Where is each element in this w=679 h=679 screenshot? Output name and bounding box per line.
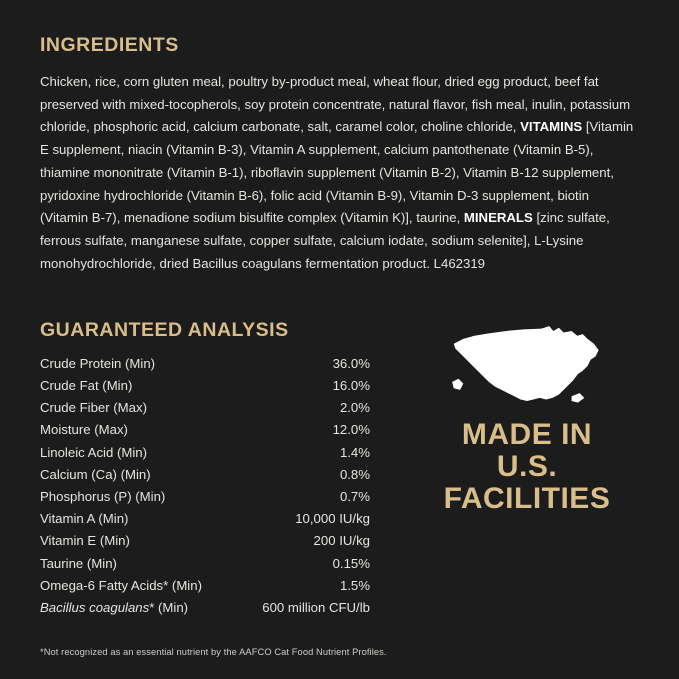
table-row (40, 574, 370, 596)
table-row (40, 486, 370, 508)
table-row (40, 597, 370, 619)
nutrient-value: 16.0% (332, 377, 370, 393)
nutrient-name: Phosphorus (P) (Min) (40, 488, 166, 504)
nutrient-value: 200 IU/kg (313, 533, 370, 549)
table-row (40, 552, 370, 574)
guaranteed-analysis-heading: GUARANTEED ANALYSIS (40, 319, 289, 342)
nutrient-name: Vitamin E (Min) (40, 533, 130, 549)
guaranteed-analysis-footnote: *Not recognized as an essential nutrient by the AAFCO Cat Food Nutrient Profiles. (40, 646, 387, 657)
nutrient-name: Taurine (Min) (40, 555, 117, 571)
ingredients-heading: INGREDIENTS (40, 34, 179, 56)
usa-map-icon (447, 323, 607, 409)
guaranteed-analysis-rows (40, 352, 370, 618)
badge-line-2: U.S. (496, 450, 558, 484)
table-row (40, 441, 370, 463)
badge-line-1: MADE IN (461, 418, 593, 452)
nutrient-value: 0.15% (332, 555, 370, 571)
ingredients-run: Chicken, rice, corn gluten meal, poultry by-product meal, wheat flour, dried egg product, beef fat preserved with mixed-tocopherols, soy protein concentrate, natural flavor, fish meal, inulin, potassium chloride, phosphoric acid, calcium carbonate, salt, caramel color, choline chloride, (40, 74, 631, 135)
nutrient-name-rest: * (Min) (149, 599, 189, 615)
nutrient-name-italic: Bacillus coagulans (40, 599, 150, 615)
nutrient-name: Crude Protein (Min) (40, 355, 156, 371)
nutrient-value: 0.8% (339, 466, 370, 482)
made-in-usa-badge (415, 319, 639, 514)
nutrient-value: 600 million CFU/lb (262, 599, 370, 615)
nutrient-value: 1.5% (339, 577, 370, 593)
nutrient-name: Omega-6 Fatty Acids* (Min) (40, 577, 202, 593)
table-row (40, 352, 370, 374)
nutrient-value: 12.0% (332, 422, 370, 438)
nutrient-value: 2.0% (339, 400, 370, 416)
made-in-usa-text (444, 419, 611, 514)
nutrient-value: 10,000 IU/kg (295, 511, 370, 527)
nutrient-name: Moisture (Max) (40, 422, 128, 438)
nutrient-name: Crude Fiber (Max) (40, 400, 147, 416)
guaranteed-analysis-section (40, 319, 639, 656)
ingredients-emphasis: MINERALS (463, 210, 533, 226)
table-row (40, 463, 370, 485)
table-row (40, 375, 370, 397)
table-row (40, 530, 370, 552)
guaranteed-analysis-left (40, 319, 415, 656)
nutrient-name: Linoleic Acid (Min) (40, 444, 148, 460)
table-row (40, 419, 370, 441)
ingredients-emphasis: VITAMINS (520, 119, 583, 135)
ingredients-run: [Vitamin E supplement, niacin (Vitamin B-3), Vitamin A supplement, calcium pantothenate (Vitamin B-5), thiamine mononitrate (Vitamin B-1), riboflavin supplement (Vitamin B-2), Vitamin B-12 supplement, pyridoxine hydrochloride (Vitamin B-6), folic acid (Vitamin B-9), Vitamin D-3 supplement, biotin (Vitamin B-7), menadione sodium bisulfite complex (Vitamin K)], taurine, (40, 119, 634, 226)
nutrient-value: 36.0% (332, 355, 370, 371)
ingredients-text (40, 71, 639, 275)
nutrient-name: Crude Fat (Min) (40, 377, 133, 393)
nutrient-name: Vitamin A (Min) (40, 511, 129, 527)
nutrient-name (40, 597, 231, 619)
nutrient-value: 0.7% (339, 488, 370, 504)
table-row (40, 397, 370, 419)
badge-line-3: FACILITIES (443, 481, 611, 515)
nutrient-name: Calcium (Ca) (Min) (40, 466, 151, 482)
table-row (40, 508, 370, 530)
guaranteed-analysis-table (40, 352, 370, 618)
ingredients-run: [zinc sulfate, ferrous sulfate, manganese sulfate, copper sulfate, calcium iodate, sodium selenite], L-Lysine monohydrochloride, dried Bacillus coagulans fermentation product. L462319 (40, 210, 610, 271)
nutrient-value: 1.4% (339, 444, 370, 460)
